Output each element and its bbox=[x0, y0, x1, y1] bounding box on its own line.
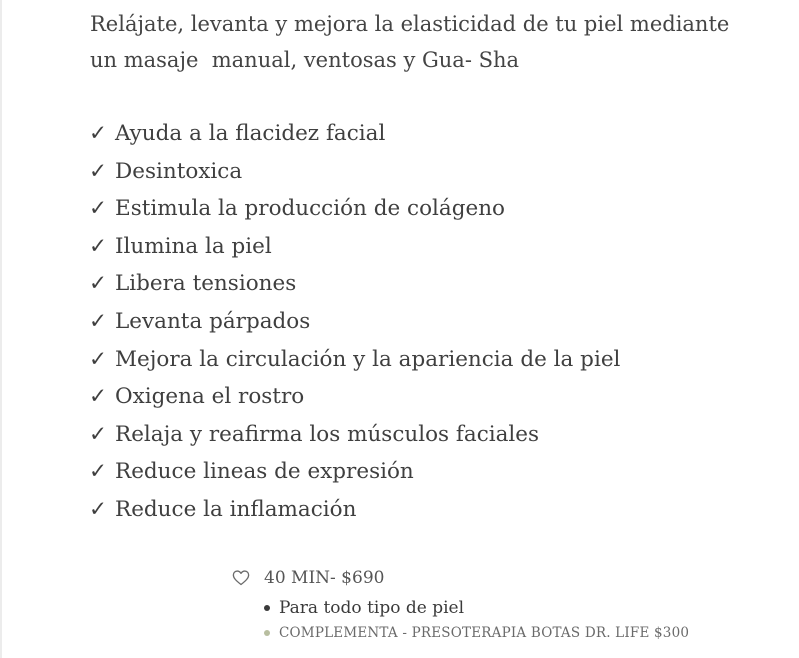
check-icon: ✓ bbox=[89, 459, 108, 485]
benefit-item bbox=[89, 491, 620, 529]
intro-line-2: un masaje manual, ventosas y Gua- Sha bbox=[90, 48, 520, 72]
benefit-item bbox=[89, 378, 620, 416]
benefit-item bbox=[89, 453, 620, 491]
detail-label: COMPLEMENTA - PRESOTERAPIA BOTAS DR. LIFE $300 bbox=[279, 625, 690, 641]
benefit-label: Levanta párpados bbox=[115, 308, 311, 334]
benefit-item bbox=[89, 190, 620, 228]
benefit-label: Libera tensiones bbox=[115, 271, 297, 297]
intro-line-1: Relájate, levanta y mejora la elasticidad de tu piel mediante bbox=[90, 12, 730, 36]
benefit-label: Desintoxica bbox=[115, 158, 243, 184]
price-line bbox=[232, 565, 384, 591]
benefit-label: Reduce lineas de expresión bbox=[115, 459, 414, 485]
benefit-label: Ayuda a la flacidez facial bbox=[115, 121, 386, 146]
check-icon: ✓ bbox=[89, 346, 108, 372]
benefit-item bbox=[89, 303, 620, 341]
check-icon: ✓ bbox=[89, 271, 108, 297]
check-icon: ✓ bbox=[89, 196, 108, 222]
check-icon: ✓ bbox=[89, 384, 108, 410]
heart-outline-icon bbox=[232, 570, 250, 586]
check-icon: ✓ bbox=[89, 121, 108, 146]
check-icon: ✓ bbox=[89, 158, 108, 184]
bullet-dot bbox=[264, 605, 270, 611]
check-icon: ✓ bbox=[89, 308, 108, 334]
check-icon: ✓ bbox=[89, 421, 108, 447]
intro-paragraph bbox=[90, 6, 790, 78]
detail-skin-type bbox=[264, 597, 464, 619]
benefit-item bbox=[89, 153, 620, 191]
left-edge-divider bbox=[0, 0, 2, 658]
benefit-label: Relaja y reafirma los músculos faciales bbox=[115, 421, 540, 447]
benefit-item bbox=[89, 416, 620, 454]
benefits-list bbox=[89, 115, 620, 529]
benefit-label: Mejora la circulación y la apariencia de la piel bbox=[115, 346, 621, 372]
benefit-label: Ilumina la piel bbox=[115, 233, 272, 259]
benefit-label: Estimula la producción de colágeno bbox=[115, 196, 505, 222]
check-icon: ✓ bbox=[89, 233, 108, 259]
duration-price: 40 MIN- $690 bbox=[264, 568, 385, 588]
benefit-item bbox=[89, 115, 620, 153]
bullet-dot bbox=[264, 630, 270, 636]
detail-label: Para todo tipo de piel bbox=[279, 598, 465, 618]
benefit-item bbox=[89, 265, 620, 303]
benefit-item bbox=[89, 341, 620, 379]
benefit-item bbox=[89, 228, 620, 266]
check-icon: ✓ bbox=[89, 496, 108, 522]
benefit-label: Oxigena el rostro bbox=[115, 384, 305, 410]
detail-complement bbox=[264, 622, 689, 644]
benefit-label: Reduce la inflamación bbox=[115, 496, 357, 522]
